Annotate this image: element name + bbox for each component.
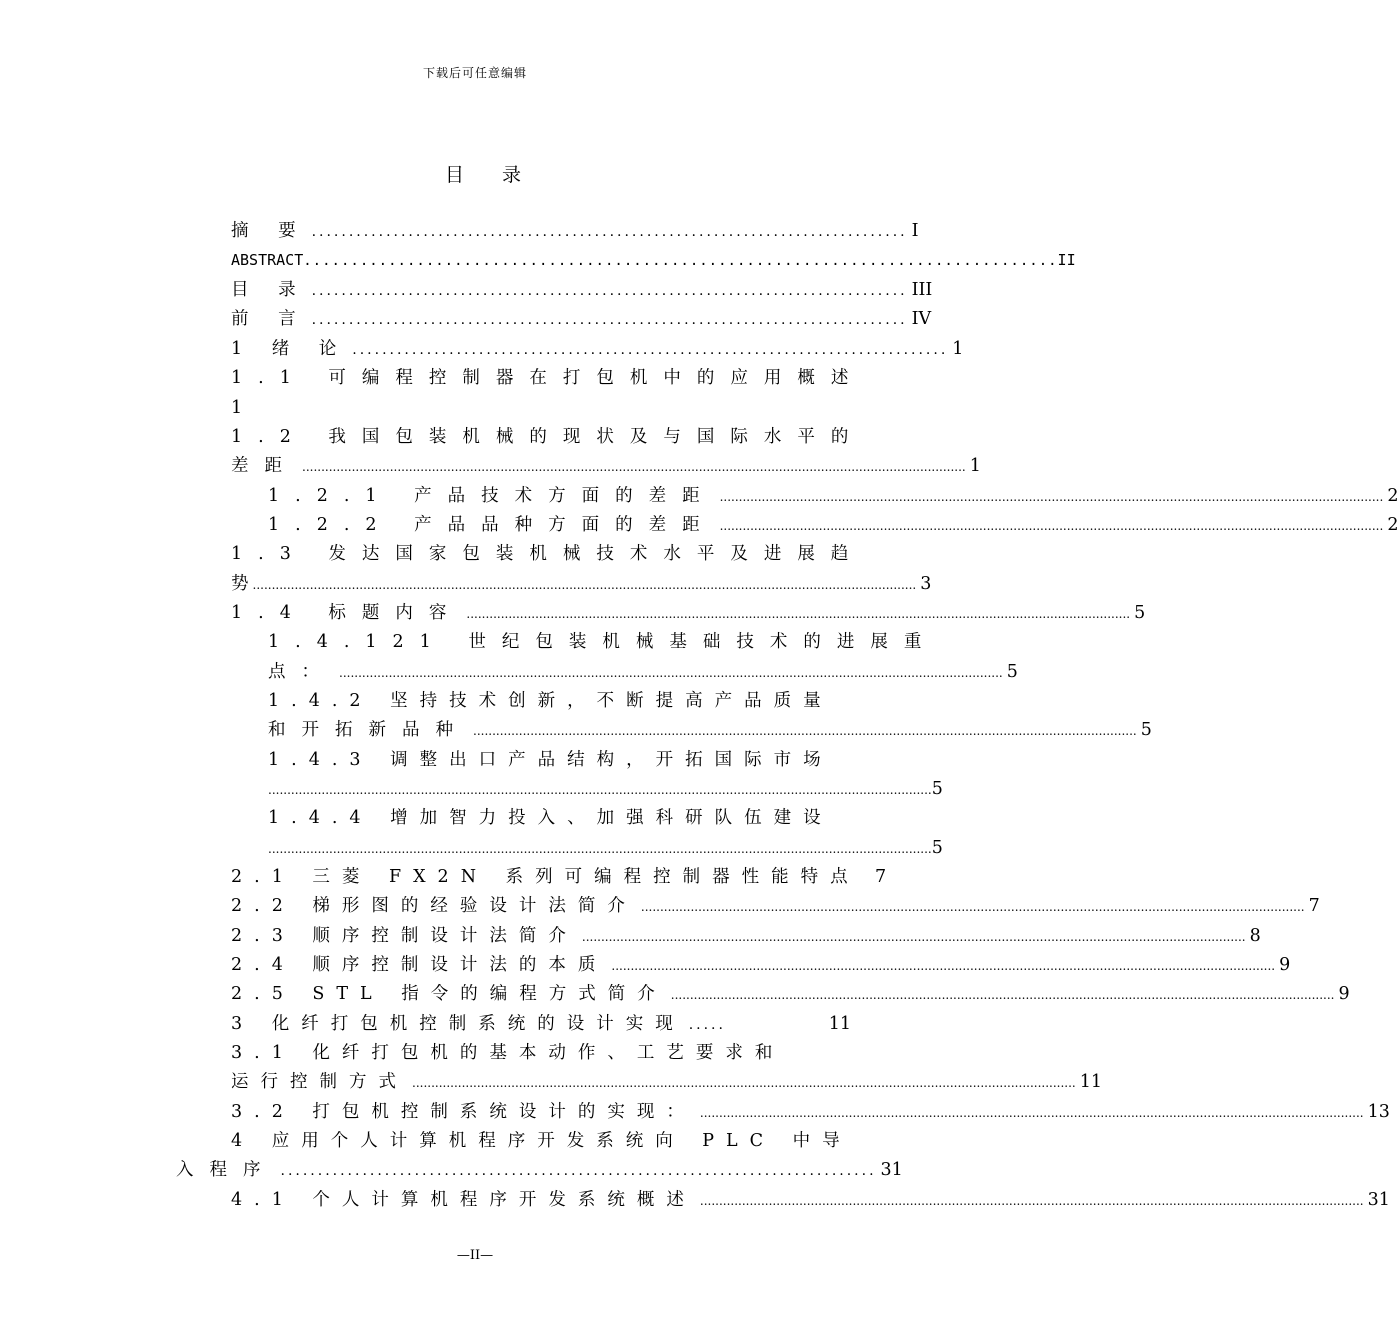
- toc-page-number: 31: [880, 1160, 903, 1180]
- toc-entry-1-1[interactable]: [231, 364, 865, 393]
- toc-page-number: 1: [952, 339, 964, 359]
- toc-entry-3-2[interactable]: [231, 1098, 1390, 1127]
- toc-leader: ..............................................................................................................................................................................: [412, 1076, 1076, 1090]
- toc-entry-2-3[interactable]: [231, 922, 1261, 951]
- toc-entry-text: 1.1 可编程控制器在打包机中的应用概述: [231, 368, 865, 388]
- toc-leader: ..............................................................................................................................................................................: [640, 900, 1305, 914]
- toc-entry-text: 3.1 化纤打包机的基本动作、工艺要求和: [231, 1043, 785, 1063]
- toc-entry-1-2-cont[interactable]: [231, 452, 981, 481]
- page-footer-number: —II—: [456, 1248, 494, 1263]
- toc-leader: ..............................................................................................................................................................................: [581, 930, 1246, 944]
- toc-page-number: 2: [1387, 486, 1398, 506]
- toc-page-number: 11: [1079, 1072, 1102, 1092]
- toc-leader: ..............................................................................................................................................................................: [268, 783, 932, 797]
- toc-page-number: 9: [1279, 955, 1291, 975]
- toc-entry-text: 前 言: [231, 309, 308, 329]
- page-title: 目 录: [444, 164, 538, 186]
- toc-entry-1-3-cont[interactable]: [231, 570, 932, 599]
- toc-leader: ..............................................................................................................................................................................: [699, 1106, 1364, 1120]
- toc-entry-text: 1.3 发达国家包装机械技术水平及进展趋: [231, 544, 865, 564]
- toc-entry-text: 1.4.2 坚持技术创新，不断提高产品质量: [268, 691, 833, 711]
- toc-entry-3-1[interactable]: [231, 1039, 851, 1068]
- toc-entry-text: 1: [231, 398, 243, 418]
- toc-leader: ..............................................................................................................................................................................: [473, 724, 1137, 738]
- toc-entry-abstract-en[interactable]: [231, 246, 1076, 275]
- toc-entry-ch1[interactable]: [231, 335, 964, 364]
- toc-entry-text: 1.4 标题内容: [231, 603, 463, 623]
- toc-entry-text: 1 绪 论: [231, 339, 349, 359]
- toc-entry-1-2-2[interactable]: [268, 511, 1398, 540]
- toc-entry-text: 点：: [268, 662, 335, 682]
- toc-page-number: 1: [969, 456, 981, 476]
- toc-entry-text: 摘 要: [231, 221, 308, 241]
- toc-entry-2-1[interactable]: [231, 863, 887, 892]
- toc-page-number: 13: [1367, 1102, 1390, 1122]
- toc-entry-text: 1.2.1 产品技术方面的差距: [268, 486, 716, 506]
- toc-page-number: 5: [931, 779, 943, 799]
- toc-entry-1-1-page[interactable]: [231, 394, 851, 423]
- toc-entry-1-3[interactable]: [231, 540, 865, 569]
- toc-entry-2-4[interactable]: [231, 951, 1291, 980]
- toc-leader: ..............................................................................................................................................................................: [670, 988, 1335, 1002]
- toc-leader: ..............................................................................................................................................................................: [302, 460, 966, 474]
- toc-leader: ..............................................................................................................................................................................: [339, 666, 1003, 680]
- toc-entry-text: 2.2 梯形图的经验设计法简介: [231, 896, 637, 916]
- toc-leader: ................................................................................: [311, 283, 908, 299]
- toc-leader: ..............................................................................................................................................................................: [611, 959, 1276, 973]
- toc-entry-text: 2.5 STL 指令的编程方式简介: [231, 984, 667, 1004]
- toc-entry-text: 3 化纤打包机控制系统的设计实现: [231, 1014, 685, 1034]
- toc-entry-text: 2.4 顺序控制设计法的本质: [231, 955, 608, 975]
- toc-entry-1-4-1[interactable]: [268, 628, 938, 657]
- toc-entry-text: 4.1 个人计算机程序开发系统概述: [231, 1190, 696, 1210]
- toc-entry-1-4-4[interactable]: [268, 804, 851, 833]
- toc-entry-text: 2.1 三菱 FX2N 系列可编程控制器性能特点: [231, 867, 860, 887]
- toc-entry-ch4[interactable]: [231, 1127, 851, 1156]
- toc-leader: ..............................................................................................................................................................................: [719, 490, 1384, 504]
- toc-leader: ................................................................................: [280, 1163, 877, 1179]
- toc-leader: ..............................................................................................................................................................................: [466, 607, 1131, 621]
- toc-entry-text: 目 录: [231, 280, 308, 300]
- toc-entry-1-4-4-cont[interactable]: [268, 834, 943, 863]
- toc-entry-text: 1.4.3 调整出口产品结构，开拓国际市场: [268, 750, 833, 770]
- toc-entry-text: 和开拓新品种: [268, 720, 469, 740]
- toc-page-number: 5: [931, 838, 943, 858]
- toc-entry-text: 势: [231, 574, 249, 594]
- toc-entry-text: 4 应用个人计算机程序开发系统向 PLC 中导: [231, 1131, 852, 1151]
- toc-page-number: 9: [1338, 984, 1350, 1004]
- toc-page-number: 8: [1249, 926, 1261, 946]
- toc-page-number: 2: [1387, 515, 1398, 535]
- toc-entry-2-2[interactable]: [231, 892, 1320, 921]
- toc-leader: .....: [688, 1017, 726, 1033]
- toc-entry-text: 1.4.4 增加智力投入、加强科研队伍建设: [268, 808, 833, 828]
- toc-leader: ................................................................................: [352, 342, 949, 358]
- toc-entry-text: 1.2.2 产品品种方面的差距: [268, 515, 716, 535]
- toc-entry-1-2-1[interactable]: [268, 482, 1398, 511]
- toc-entry-1-4-2-cont[interactable]: [268, 716, 1152, 745]
- toc-entry-contents[interactable]: [231, 276, 933, 305]
- toc-entry-3-1-cont[interactable]: [231, 1068, 1102, 1097]
- toc-entry-text: 差距: [231, 456, 298, 476]
- toc-entry-text: 3.2 打包机控制系统设计的实现：: [231, 1102, 696, 1122]
- toc-leader: ..............................................................................................................................................................................: [268, 842, 932, 856]
- toc-entry-1-4-3-cont[interactable]: [268, 775, 943, 804]
- toc-entry-text: 1.2 我国包装机械的现状及与国际水平的: [231, 427, 865, 447]
- toc-leader: ..............................................................................................................................................................................: [699, 1194, 1364, 1208]
- toc-page-number: 5: [1140, 720, 1152, 740]
- toc-entry-1-4-2[interactable]: [268, 687, 851, 716]
- toc-page-number: III: [911, 280, 933, 300]
- toc-page-number: I: [911, 221, 919, 241]
- toc-entry-abstract-cn[interactable]: [231, 217, 919, 246]
- toc-page-number: 5: [1134, 603, 1146, 623]
- toc-entry-4-1[interactable]: [231, 1186, 1390, 1215]
- toc-page-number: II: [1057, 251, 1076, 269]
- toc-entry-1-4-1-cont[interactable]: [268, 658, 1018, 687]
- toc-entry-text: 入程序: [176, 1160, 277, 1180]
- toc-entry-text: 运行控制方式: [231, 1072, 408, 1092]
- header-note: 下载后可任意编辑: [422, 66, 527, 80]
- toc-page-number: 7: [875, 867, 887, 887]
- toc-leader: ..............................................................................................................................................................................: [719, 519, 1384, 533]
- toc-leader: ................................................................................: [311, 224, 908, 240]
- toc-entry-ch4-cont[interactable]: [176, 1156, 903, 1185]
- toc-entry-1-4[interactable]: [231, 599, 1146, 628]
- toc-entry-ch3[interactable]: [231, 1010, 851, 1039]
- toc-page-number: 31: [1367, 1190, 1390, 1210]
- toc-entry-preface[interactable]: [231, 305, 932, 334]
- toc-page-number: IV: [911, 309, 932, 329]
- toc-entry-1-4-3[interactable]: [268, 746, 851, 775]
- toc-entry-1-2[interactable]: [231, 423, 865, 452]
- toc-entry-text: 2.3 顺序控制设计法简介: [231, 926, 578, 946]
- toc-leader: ................................................................................: [311, 312, 908, 328]
- toc-page-number: 11: [828, 1014, 851, 1034]
- toc-entry-text: 1.4.121 世纪包装机械基础技术的进展重: [268, 632, 938, 652]
- toc-entry-text: ABSTRACT: [231, 251, 304, 269]
- toc-page-number: 7: [1308, 896, 1320, 916]
- toc-leader: ................................................................................: [303, 253, 1058, 269]
- toc-entry-2-5[interactable]: [231, 980, 1350, 1009]
- toc-page-number: 3: [920, 574, 932, 594]
- toc-page-number: 5: [1006, 662, 1018, 682]
- toc-leader: ..............................................................................................................................................................................: [252, 578, 917, 592]
